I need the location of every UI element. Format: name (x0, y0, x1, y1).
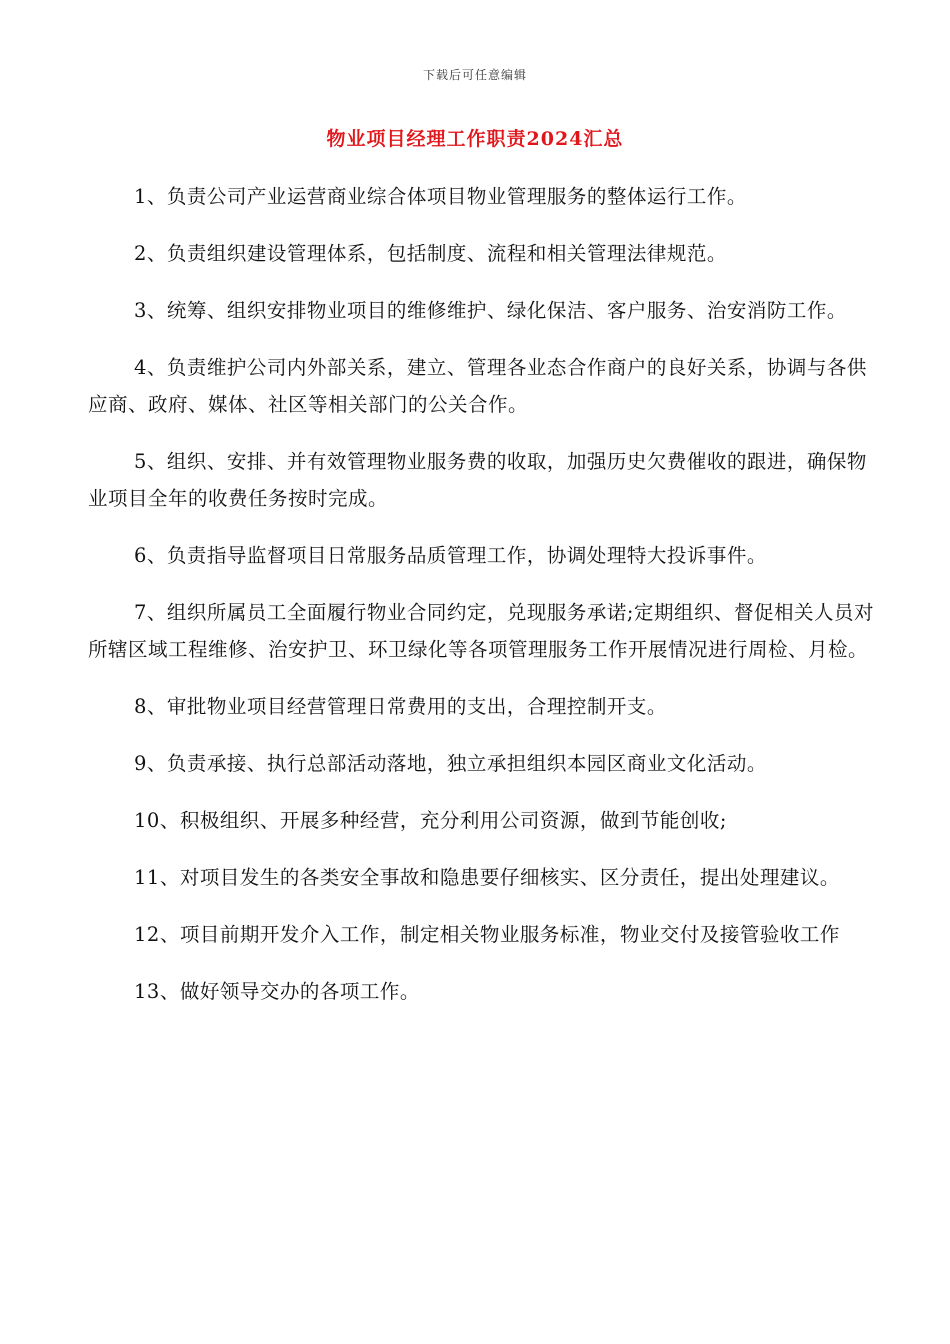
duty-paragraph-3: 3、统筹、组织安排物业项目的维修维护、绿化保洁、客户服务、治安消防工作。 (134, 299, 847, 322)
document-body (88, 178, 878, 1030)
duty-paragraph-5: 5、组织、安排、并有效管理物业服务费的收取，加强历史欠费催收的跟进，确保物业项目全年的收费任务按时完成。 (88, 450, 867, 510)
duty-paragraph-12: 12、项目前期开发介入工作，制定相关物业服务标准，物业交付及接管验收工作 (134, 923, 840, 946)
duty-paragraph-2: 2、负责组织建设管理体系，包括制度、流程和相关管理法律规范。 (134, 242, 727, 265)
duty-paragraph-10: 10、积极组织、开展多种经营，充分利用公司资源，做到节能创收; (134, 809, 727, 832)
document-title: 物业项目经理工作职责2024汇总 (326, 128, 624, 150)
duty-paragraph-4: 4、负责维护公司内外部关系，建立、管理各业态合作商户的良好关系，协调与各供应商、政府、媒体、社区等相关部门的公关合作。 (88, 356, 867, 416)
duty-paragraph-6: 6、负责指导监督项目日常服务品质管理工作，协调处理特大投诉事件。 (134, 544, 767, 567)
duty-paragraph-1: 1、负责公司产业运营商业综合体项目物业管理服务的整体运行工作。 (134, 185, 747, 208)
duty-paragraph-8: 8、审批物业项目经营管理日常费用的支出，合理控制开支。 (134, 695, 667, 718)
duty-paragraph-13: 13、做好领导交办的各项工作。 (134, 980, 420, 1003)
duty-paragraph-7: 7、组织所属员工全面履行物业合同约定，兑现服务承诺;定期组织、督促相关人员对所辖区域工程维修、治安护卫、环卫绿化等各项管理服务工作开展情况进行周检、月检。 (88, 601, 874, 661)
duty-paragraph-11: 11、对项目发生的各类安全事故和隐患要仔细核实、区分责任，提出处理建议。 (134, 866, 840, 889)
duty-paragraph-9: 9、负责承接、执行总部活动落地，独立承担组织本园区商业文化活动。 (134, 752, 767, 775)
header-note: 下载后可任意编辑 (422, 68, 527, 82)
